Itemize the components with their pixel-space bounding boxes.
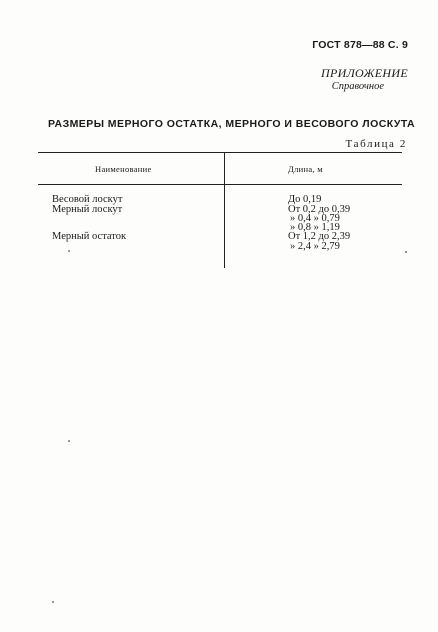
scan-speck xyxy=(68,250,70,252)
table-cell-length: До 0,19 xyxy=(288,194,322,205)
document-title: РАЗМЕРЫ МЕРНОГО ОСТАТКА, МЕРНОГО И ВЕСОВОГО ЛОСКУТА xyxy=(48,118,416,130)
table-cell-length: » 0,4 » 0,79 xyxy=(290,213,340,224)
table-cell-length: » 2,4 » 2,79 xyxy=(290,241,340,252)
table-cell-name: Весовой лоскут xyxy=(52,194,123,205)
table-cell-name: Мерный остаток xyxy=(52,231,127,242)
table-header-rule xyxy=(38,184,402,185)
table-label: Таблица 2 xyxy=(345,138,407,150)
column-header-name: Наименование xyxy=(95,164,152,174)
table-cell-length: От 1,2 до 2,39 xyxy=(288,231,351,242)
table-cell-name: Мерный лоскут xyxy=(52,204,123,215)
table-column-divider xyxy=(224,152,225,268)
table-cell-length: » 0,8 » 1,19 xyxy=(290,222,340,233)
appendix-subtitle: Справочное xyxy=(331,81,384,92)
scan-speck xyxy=(52,601,54,603)
table-top-rule xyxy=(38,152,402,153)
table-cell-length: От 0,2 до 0,39 xyxy=(288,204,351,215)
column-header-length: Длина, м xyxy=(288,164,323,174)
page-header-standard: ГОСТ 878—88 С. 9 xyxy=(312,39,408,51)
scan-speck xyxy=(405,251,407,253)
appendix-title: ПРИЛОЖЕНИЕ xyxy=(321,66,408,80)
scan-speck xyxy=(68,440,70,442)
